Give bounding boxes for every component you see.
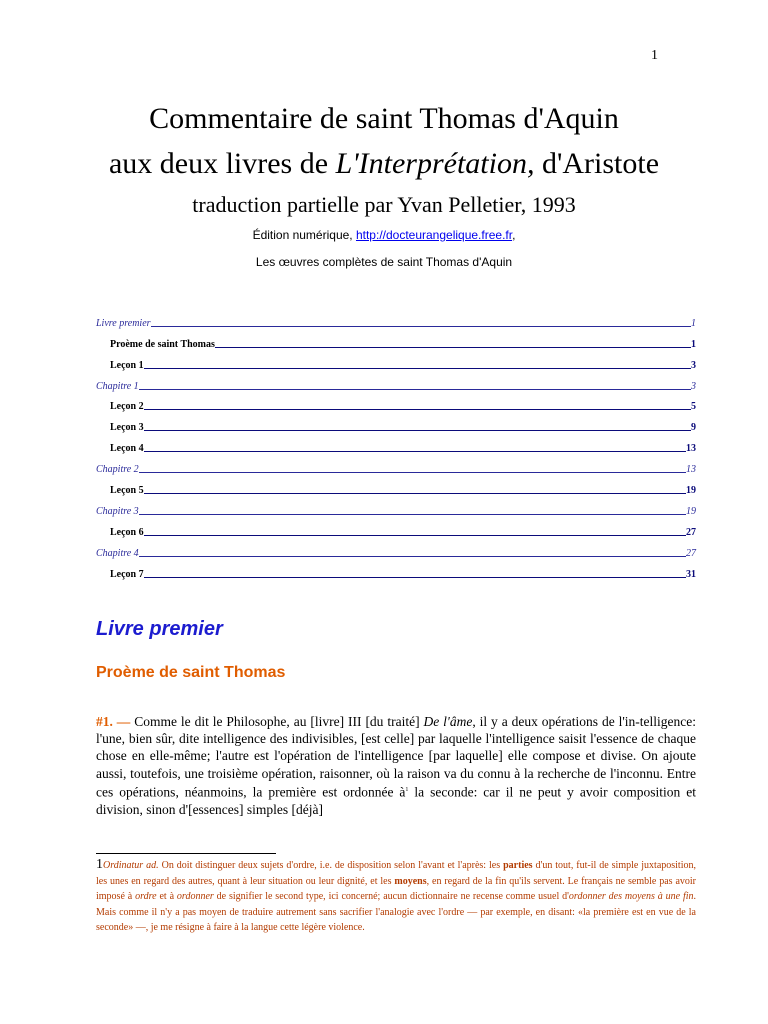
footnote-italic-ordonner: ordonner <box>176 891 214 903</box>
toc-leader-line <box>139 389 691 390</box>
title-line-2-italic: L'Interprétation, <box>335 147 535 180</box>
toc-entry-page: 19 <box>686 485 696 497</box>
toc-entry[interactable] <box>96 412 696 433</box>
paragraph-text-b: , il y a deux opérations de l'in-telligence: l'une, bien sûr, dite intelligence des indivisibles, [est celle] par laquelle l'intelligence saisit l'essence de chaque chose en elle-même; l'autre est l'opération de l'intelligence [par laquelle] elle compose et divise. On ajoute aussi, toutefois, une troisième opération, raisonner, où la raison va du connu à la recherche de l'inconnu. Entre ces opérations, néanmoins, la première est ordonnée à <box>96 714 697 800</box>
toc-entry-page: 13 <box>686 464 696 476</box>
edition-suffix: , <box>512 228 516 242</box>
footnote-divider <box>96 853 276 854</box>
footnote-text-2: On doit distinguer deux sujets d'ordre, i.e. de disposition selon l'avant et l'après: les <box>158 860 504 871</box>
toc-leader-line <box>139 556 686 557</box>
document-title-line-1: Commentaire de saint Thomas d'Aquin <box>149 102 619 135</box>
toc-leader-line <box>144 535 686 536</box>
toc-entry-page: 3 <box>691 380 696 392</box>
toc-entry-page: 1 <box>691 338 696 350</box>
toc-entry[interactable] <box>96 329 696 350</box>
footnote-italic-moyens-fin: ordonner des moyens à une fin <box>568 891 694 903</box>
toc-entry-page: 27 <box>686 526 696 538</box>
paragraph-number: #1. — <box>96 714 131 729</box>
document-title-line-2 <box>0 146 768 182</box>
toc-leader-line <box>144 451 686 452</box>
footnote-bold-moyens: moyens <box>394 875 427 887</box>
heading-proeme: Proème de saint Thomas <box>96 664 286 681</box>
toc-entry-label: Livre premier <box>96 317 151 329</box>
toc-entry[interactable] <box>96 559 696 580</box>
heading-livre-premier: Livre premier <box>96 618 223 640</box>
footnote-bold-parties: parties <box>503 860 533 871</box>
toc-entry-label: Chapitre 2 <box>96 464 139 476</box>
toc-entry-label: Leçon 3 <box>110 422 144 434</box>
table-of-contents <box>96 308 696 580</box>
edition-prefix: Édition numérique, <box>252 228 356 242</box>
toc-entry-page: 3 <box>691 359 696 371</box>
toc-leader-line <box>144 409 691 410</box>
toc-leader-line <box>139 472 686 473</box>
toc-entry-page: 13 <box>686 443 696 455</box>
toc-entry-page: 5 <box>691 401 696 413</box>
toc-entry-label: Chapitre 4 <box>96 547 139 559</box>
toc-entry-label: Leçon 1 <box>110 359 144 371</box>
toc-entry[interactable] <box>96 517 696 538</box>
footnote-text-6: de signifier le second type, ici concerné; aucun dictionnaire ne recense comme usuel d' <box>213 891 569 903</box>
toc-entry[interactable] <box>96 350 696 371</box>
toc-entry-label: Chapitre 1 <box>96 380 139 392</box>
paragraph-1 <box>96 713 696 818</box>
footnote-italic-ordre: ordre <box>135 891 157 903</box>
page-number: 1 <box>651 48 658 63</box>
toc-entry[interactable] <box>96 433 696 454</box>
paragraph-text-a: Comme le dit le Philosophe, au [livre] III [du traité] <box>130 714 424 729</box>
document-subtitle: traduction partielle par Yvan Pelletier, 1993 <box>192 192 576 217</box>
toc-entry-page: 27 <box>686 547 696 559</box>
footnote-text-7: . Mais comme il n'y a pas moyen de traduire autrement sans sacrifier l'analogie avec l'ordre — par exemple, en disant: «la première est en vue de la seconde» —, je me résigne à faire à la langue cette légère violence. <box>96 891 697 934</box>
footnote-text-5: et à <box>156 891 177 903</box>
footnote-reference[interactable]: 1 <box>405 786 409 793</box>
toc-entry-page: 9 <box>691 422 696 434</box>
toc-entry-label: Leçon 5 <box>110 485 144 497</box>
toc-entry-page: 1 <box>691 317 696 329</box>
toc-entry-label: Leçon 2 <box>110 401 144 413</box>
toc-leader-line <box>215 347 691 348</box>
toc-entry[interactable] <box>96 496 696 517</box>
title-line-2-prefix: aux deux livres de <box>108 147 336 180</box>
toc-leader-line <box>144 577 686 578</box>
toc-entry[interactable] <box>96 371 696 392</box>
paragraph-italic-title: De l'âme <box>423 714 473 729</box>
toc-entry-label: Leçon 6 <box>110 526 144 538</box>
toc-entry[interactable] <box>96 538 696 559</box>
toc-entry[interactable] <box>96 475 696 496</box>
toc-leader-line <box>144 430 691 431</box>
title-line-2-suffix: d'Aristote <box>534 147 660 180</box>
toc-leader-line <box>144 493 686 494</box>
toc-entry-label: Leçon 7 <box>110 568 144 580</box>
toc-entry-label: Leçon 4 <box>110 443 144 455</box>
toc-entry-label: Proème de saint Thomas <box>110 338 215 350</box>
collection-line: Les œuvres complètes de saint Thomas d'Aquin <box>255 255 513 269</box>
toc-leader-line <box>139 514 686 515</box>
footnote-italic-1: Ordinatur ad. <box>103 860 159 871</box>
paragraph-text-c: la seconde: car il ne peut y avoir composition et division, sinon d'[essences] simples [déjà] <box>96 784 697 817</box>
footnote-1 <box>96 857 696 936</box>
toc-entry-page: 19 <box>686 505 696 517</box>
footnote-mark: 1 <box>96 857 103 872</box>
toc-leader-line <box>144 368 691 369</box>
toc-entry[interactable] <box>96 308 696 329</box>
toc-entry[interactable] <box>96 454 696 475</box>
footnote-text-4: , en regard de la fin qu'ils servent. Le français ne semble pas avoir imposé à <box>96 875 696 903</box>
toc-leader-line <box>151 326 691 327</box>
toc-entry[interactable] <box>96 392 696 413</box>
toc-entry-label: Chapitre 3 <box>96 505 139 517</box>
edition-link[interactable]: http://docteurangelique.free.fr <box>355 228 513 242</box>
toc-entry-page: 31 <box>686 568 696 580</box>
footnote-text-3: d'un tout, fut-il de simple juxtaposition, les unes en regard des autres, quant à leur situation ou leur dignité, et les <box>96 860 696 887</box>
edition-line <box>0 228 768 242</box>
